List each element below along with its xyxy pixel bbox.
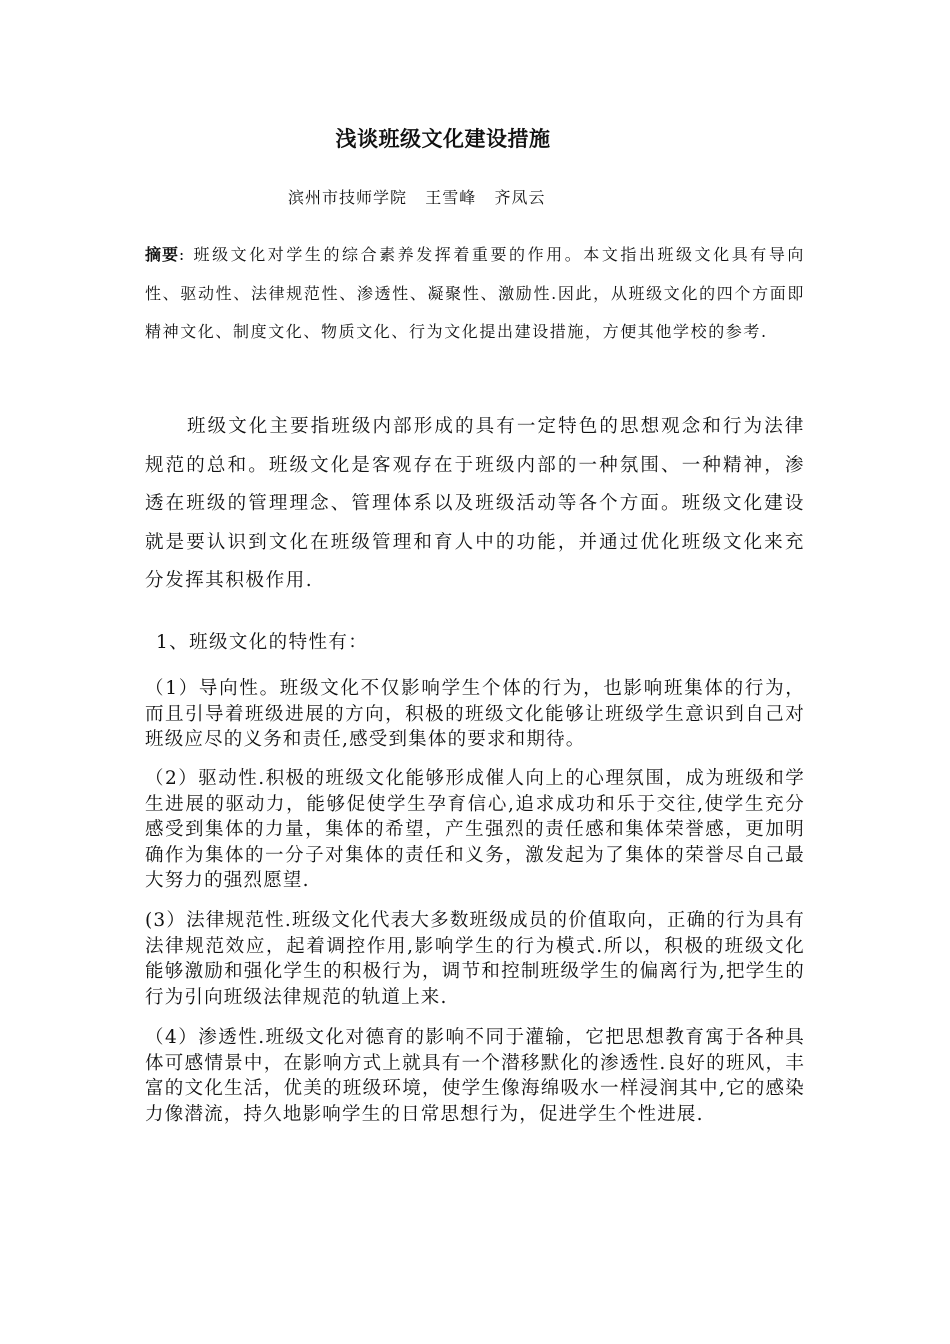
section-heading: 1、班级文化的特性有： [156, 632, 369, 653]
list-item: （1）导向性。班级文化不仅影响学生个体的行为，也影响班集体的行为，而且引导着班级进展的方向，积极的班级文化能够让班级学生意识到自己对班级应尽的义务和责任,感受到集体的要求和期待。 [145, 678, 805, 750]
list-item: （4）渗透性.班级文化对德育的影响不同于灌输，它把思想教育寓于各种具体可感情景中，在影响方式上就具有一个潜移默化的渗透性.良好的班风，丰富的文化生活，优美的班级环境，使学生像海绵吸水一样浸润其中,它的感染力像潜流，持久地影响学生的日常思想行为，促进学生个性进展. [145, 1027, 805, 1125]
document-title: 浅谈班级文化建设措施 [335, 127, 551, 151]
list-item: （2）驱动性.积极的班级文化能够形成催人向上的心理氛围，成为班级和学生进展的驱动力，能够促使学生孕育信心,追求成功和乐于交往,使学生充分感受到集体的力量，集体的希望，产生强烈的责任感和集体荣誉感，更加明确作为集体的一分子对集体的责任和义务，激发起为了集体的荣誉尽自己最大努力的强烈愿望. [145, 768, 805, 891]
abstract-paragraph [145, 236, 805, 352]
abstract-label: 摘要 [145, 245, 179, 264]
list-item: (3）法律规范性.班级文化代表大多数班级成员的价值取向，正确的行为具有法律规范效应，起着调控作用,影响学生的行为模式.所以，积极的班级文化能够激励和强化学生的积极行为，调节和控制班级学生的偏离行为,把学生的行为引向班级法律规范的轨道上来. [145, 910, 805, 1008]
intro-paragraph: 班级文化主要指班级内部形成的具有一定特色的思想观念和行为法律规范的总和。班级文化是客观存在于班级内部的一种氛围、一种精神，渗透在班级的管理理念、管理体系以及班级活动等各个方面。班级文化建设就是要认识到文化在班级管理和育人中的功能，并通过优化班级文化来充分发挥其积极作用. [145, 416, 805, 591]
abstract-text: : 班级文化对学生的综合素养发挥着重要的作用。本文指出班级文化具有导向性、驱动性、法律规范性、渗透性、凝聚性、激励性.因此，从班级文化的四个方面即精神文化、制度文化、物质文化、行为文化提出建设措施，方便其他学校的参考. [145, 245, 805, 341]
document-authors: 滨州市技师学院 王雪峰 齐凤云 [288, 188, 546, 207]
